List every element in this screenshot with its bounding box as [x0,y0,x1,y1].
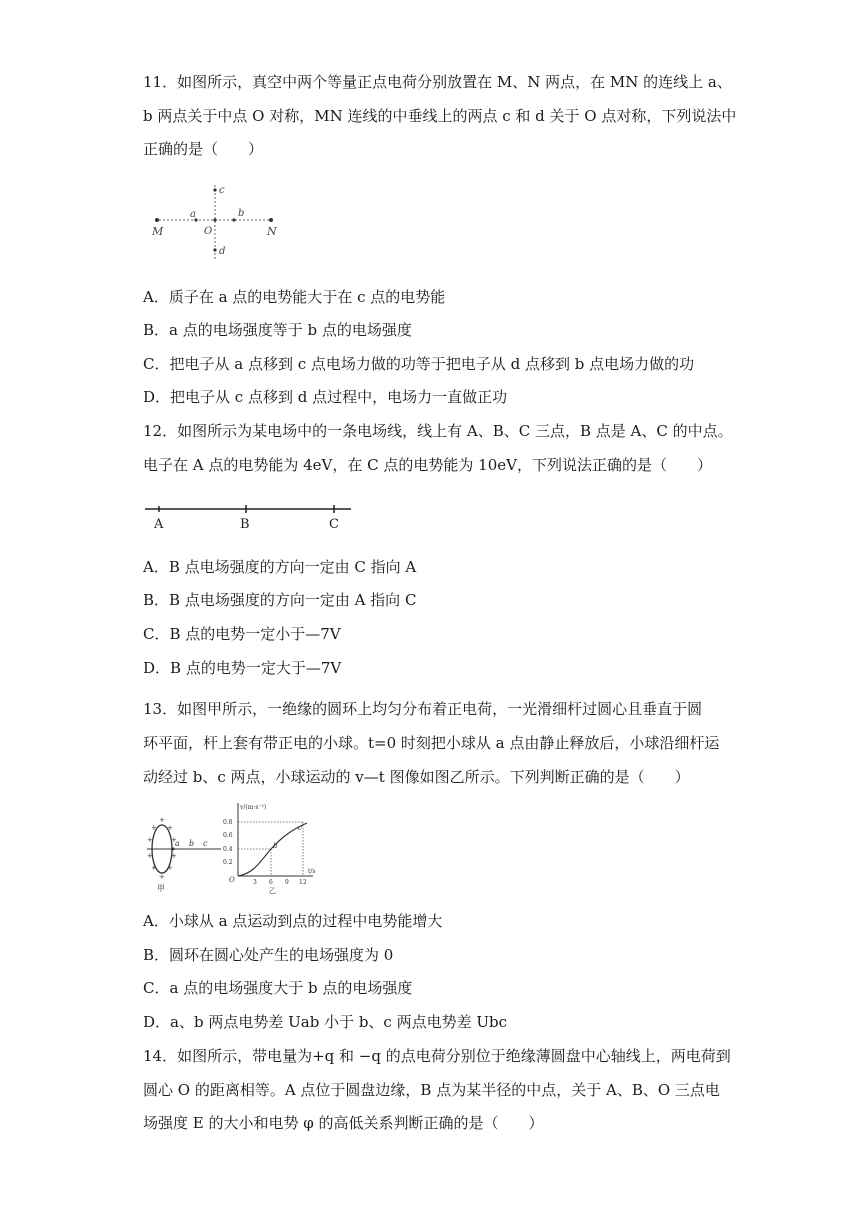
label-a: a [175,839,180,848]
label-a: A [154,517,164,532]
y-tick: 0.4 [223,846,233,853]
q13-option-a[interactable]: A．小球从 a 点运动到点的过程中电势能增大 [143,912,443,930]
x-axis-label: t/s [308,868,316,875]
q11-stem-line-3: 正确的是（ ） [143,140,264,158]
label-c: c [203,839,208,848]
label-o: O [204,226,213,237]
plus-charge: + [167,824,173,832]
plus-charge: + [147,836,153,844]
label-b: b [189,839,195,848]
label-jia: 甲 [157,884,165,893]
q13-option-d[interactable]: D．a、b 两点电势差 Uab 小于 b、c 两点电势差 Ubc [143,1013,508,1031]
label-d: d [219,246,226,257]
label-c: c [219,185,225,196]
q13-option-b[interactable]: B．圆环在圆心处产生的电场强度为 0 [143,946,394,964]
q13-stem-line-3: 动经过 b、c 两点，小球运动的 v—t 图像如图乙所示。下列判断正确的是（ ） [143,768,690,786]
y-axis-label: v/(m·s⁻¹) [240,804,267,811]
plus-charge: + [171,852,177,860]
label-m: M [152,225,164,238]
y-tick: 0.6 [223,832,233,839]
x-tick: 6 [269,879,273,886]
plus-charge: + [147,852,153,860]
plus-charge: + [171,836,177,844]
point-m [155,218,159,222]
plus-charge: + [167,864,173,872]
y-tick: 0.8 [223,819,233,826]
q13-figure [143,800,318,895]
x-tick: 9 [285,879,289,886]
plus-charge: + [159,816,165,824]
label-b: b [238,208,245,219]
y-tick: 0.2 [223,859,233,866]
q12-stem-line-2: 电子在 A 点的电势能为 4eV，在 C 点的电势能为 10eV，下列说法正确的是（ ） [143,456,712,474]
q13-stem-line-2: 环平面，杆上套有带正电的小球。t=0 时刻把小球从 a 点由静止释放后，小球沿细杆运 [143,734,720,752]
q11-stem-line-2: b 两点关于中点 O 对称，MN 连线的中垂线上的两点 c 和 d 关于 O 点对称，下列说法中 [143,107,737,125]
q12-option-b[interactable]: B．B 点电场强度的方向一定由 A 指向 C [143,591,417,609]
x-tick: 12 [299,879,307,886]
plus-charge: + [159,873,165,881]
plus-charge: + [151,824,157,832]
q14-stem-line-2: 圆心 O 的距离相等。A 点位于圆盘边缘，B 点为某半径的中点，关于 A、B、O 三点电 [143,1081,720,1099]
q14-stem-line-1: 14．如图所示，带电量为+q 和 −q 的点电荷分别位于绝缘薄圆盘中心轴线上，两电荷到 [143,1047,731,1065]
point-o [213,218,216,221]
label-c: C [329,517,339,532]
q12-option-a[interactable]: A．B 点电场强度的方向一定由 C 指向 A [143,558,417,576]
figure-yi [223,803,316,895]
point-d [213,248,216,251]
q12-stem-line-1: 12．如图所示为某电场中的一条电场线，线上有 A、B、C 三点，B 点是 A、C 的中点。 [143,422,733,440]
q12-option-c[interactable]: C．B 点的电势一定小于—7V [143,625,341,643]
q12-option-d[interactable]: D．B 点的电势一定大于—7V [143,659,342,677]
curve-point-b: b [273,842,278,850]
plus-charge: + [151,864,157,872]
curve-point-c: c [298,824,302,832]
q12-figure [143,498,358,532]
label-n: N [267,225,277,238]
q11-option-a[interactable]: A．质子在 a 点的电势能大于在 c 点的电势能 [143,288,446,306]
label-b: B [240,517,250,532]
q13-stem-line-1: 13．如图甲所示，一绝缘的圆环上均匀分布着正电荷，一光滑细杆过圆心且垂直于圆 [143,700,703,718]
q11-option-b[interactable]: B．a 点的电场强度等于 b 点的电场强度 [143,321,412,339]
x-tick: 3 [253,879,257,886]
point-b [232,218,235,221]
origin-label: O [229,876,235,884]
q11-option-c[interactable]: C．把电子从 a 点移到 c 点电场力做的功等于把电子从 d 点移到 b 点电场力做的功 [143,355,695,373]
q11-stem-line-1: 11．如图所示，真空中两个等量正点电荷分别放置在 M、N 两点，在 MN 的连线上 a、 [143,73,732,91]
q11-figure [143,180,288,265]
q14-stem-line-3: 场强度 E 的大小和电势 φ 的高低关系判断正确的是（ ） [143,1114,544,1132]
label-yi: 乙 [269,887,276,895]
q13-option-c[interactable]: C．a 点的电场强度大于 b 点的电场强度 [143,979,413,997]
point-c [213,188,216,191]
q11-option-d[interactable]: D．把电子从 c 点移到 d 点过程中，电场力一直做正功 [143,388,508,406]
label-a: a [190,209,196,220]
figure-jia [147,816,221,893]
point-n [269,218,273,222]
